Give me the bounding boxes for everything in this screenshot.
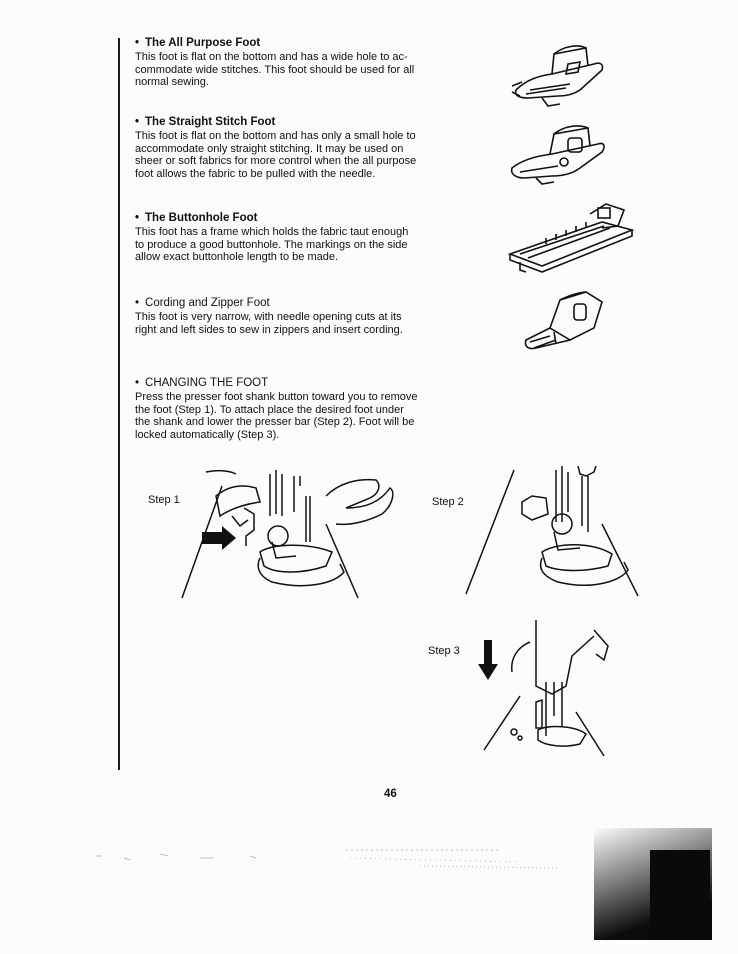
cording-zipper-foot-illustration [520,288,610,360]
section-heading: • The Buttonhole Foot [135,212,258,224]
straight-stitch-foot-illustration [506,122,618,186]
step-2-label: Step 2 [432,496,464,508]
section-body: This foot is very narrow, with needle opening cuts at its right and left sides to sew in zippers and insert cording. [135,311,403,336]
scan-shadow-dark [650,850,710,940]
section-body: This foot is flat on the bottom and has a wide hole to ac- commodate wide stitches. This foot should be used for all normal sewing. [135,51,415,89]
margin-rule [118,38,120,770]
section-heading: • The All Purpose Foot [135,37,261,49]
section-cording-zipper-foot [135,296,447,336]
step-3-label: Step 3 [428,645,460,657]
section-changing-the-foot [135,376,447,441]
step-1-illustration [176,466,404,602]
section-body: This foot is flat on the bottom and has only a small hole to accommodate only straight stitching. It may be used on sheer or soft fabrics for more control when the all purpose foot allows the fabric to be pulled with the needle. [135,130,417,180]
down-arrow-icon [478,640,498,680]
buttonhole-foot-illustration [506,200,636,276]
section-heading: • CHANGING THE FOOT [135,377,269,389]
section-heading: • The Straight Stitch Foot [135,116,276,128]
step-2-illustration [462,462,642,598]
step-3-illustration [476,616,616,764]
section-all-purpose-foot [135,36,447,89]
step-1-label: Step 1 [148,494,180,506]
all-purpose-foot-illustration [508,42,616,108]
section-heading: • Cording and Zipper Foot [135,297,270,309]
section-straight-stitch-foot [135,115,447,180]
section-body: This foot has a frame which holds the fabric taut enough to produce a good buttonhole. The markings on the side allow exact buttonhole length to be made. [135,226,409,264]
section-buttonhole-foot [135,211,447,264]
section-body: Press the presser foot shank button toward you to remove the foot (Step 1). To attach place the desired foot under the shank and lower the presser bar (Step 2). Foot will be locked automatically (Step 3). [135,391,418,441]
page-number: 46 [384,788,397,800]
